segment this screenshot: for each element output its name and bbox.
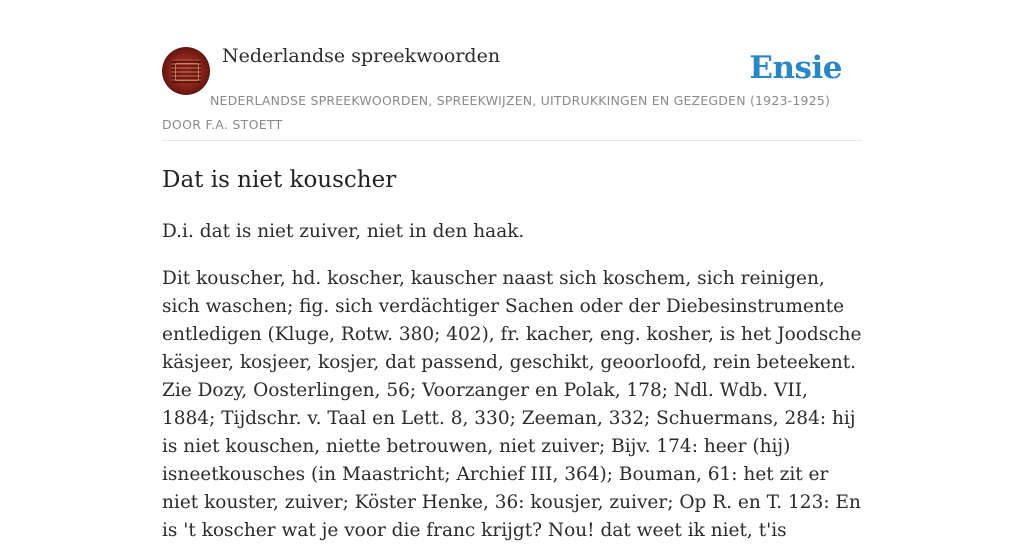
article-paragraph: D.i. dat is niet zuiver, niet in den haak. xyxy=(162,221,525,242)
book-cover-avatar[interactable] xyxy=(162,47,210,95)
article xyxy=(162,165,862,545)
article-title: Dat is niet kouscher xyxy=(162,167,397,193)
main-content xyxy=(162,0,862,545)
site-title[interactable]: Nederlandse spreekwoorden xyxy=(222,45,501,67)
article-paragraph: Dit kouscher, hd. koscher, kauscher naast sich koschem, sich reinigen, sich waschen; fig. sich verdächtiger Sachen oder der Diebesinstrumente entledigen (Kluge, Rotw. 380; 402), fr. kacher, eng. kosher, is het Joodsche käsjeer, kosjeer, kosjer, dat passend, geschikt, geoorloofd, rein beteekent. Zie Dozy, Oosterlingen, 56; Voorzanger en Polak, 178; Ndl. Wdb. VII, 1884; Tijdschr. v. Taal en Lett. 8, 330; Zeeman, 332; Schuermans, 284: hij is niet kouschen, niette betrouwen, niet zuiver; Bijv. 174: heer (hij) isneetkousches (in Maastricht; Archief III, 364); Bouman, 61: het zit er niet kouster, zuiver; Köster Henke, 36: kousjer, zuiver; Op R. en T. 123: En is 't koscher wat je voor die franc krijgt? Nou! dat weet ik niet, t'is xyxy=(162,268,862,541)
site-header xyxy=(162,0,862,141)
author-byline: DOOR F.A. STOETT xyxy=(162,117,283,132)
ensie-logo-link[interactable]: Ensie xyxy=(749,50,842,86)
source-subtitle: NEDERLANDSE SPREEKWOORDEN, SPREEKWIJZEN, UITDRUKKINGEN EN GEZEGDEN (1923-1925) xyxy=(210,93,831,108)
